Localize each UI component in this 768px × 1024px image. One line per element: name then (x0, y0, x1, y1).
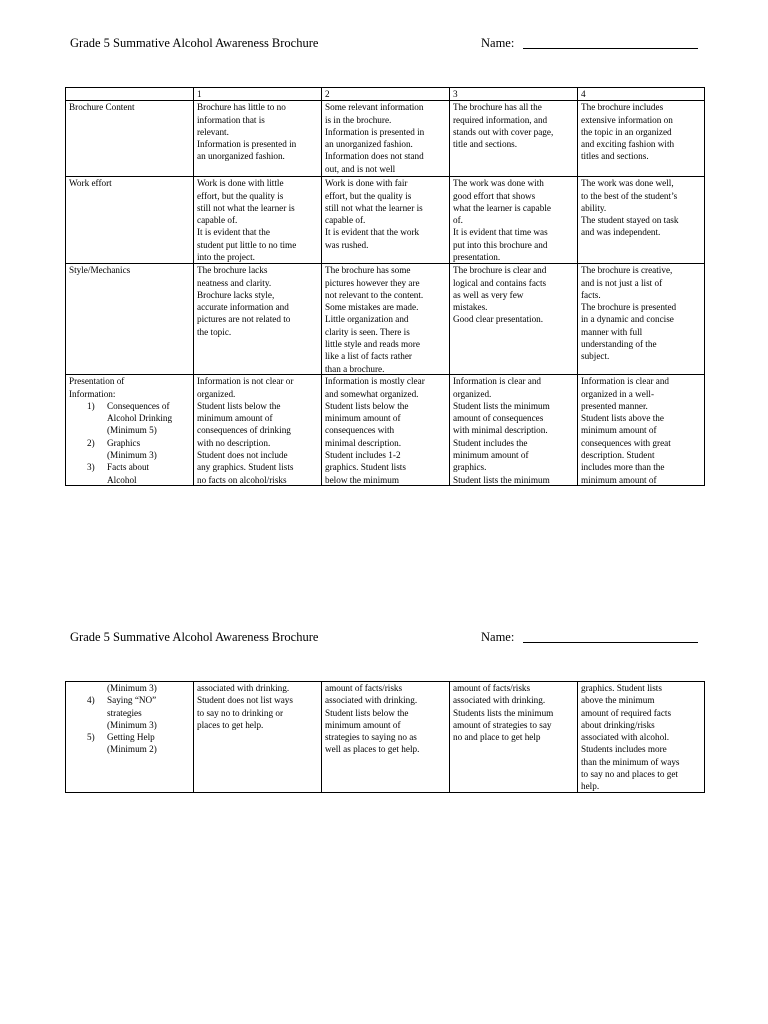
cell-text-line: put into this brochure and (453, 239, 548, 250)
document-title: Grade 5 Summative Alcohol Awareness Brochure (70, 630, 319, 644)
cell-text-line: associated with drinking. (197, 683, 290, 693)
list-item (69, 437, 190, 449)
cell-text-line: into the project. (197, 252, 255, 263)
header-cell-level-3: 3 (450, 88, 578, 101)
cell-text-line: out, and is not well (325, 163, 396, 174)
cell-text-line: to say no and places to get (581, 769, 678, 780)
rubric-row-presentation (66, 375, 705, 486)
cell-text-line: Good clear presentation. (453, 314, 544, 325)
cell-text-line: The work was done well, (581, 178, 674, 189)
list-item-text: Consequences of (107, 400, 170, 411)
cell-text-line: effort, but the quality is (197, 190, 284, 201)
criterion-label: Brochure Content (69, 102, 135, 113)
cell-text-line: minimum amount of (581, 474, 657, 485)
level-3-cell (450, 682, 578, 793)
list-item (69, 461, 190, 473)
cell-text-line: Brochure has little to no (197, 102, 286, 113)
cell-text-line: amount of strategies to say (453, 719, 552, 730)
cell-text-line: organized. (453, 388, 492, 399)
cell-text-line: and somewhat organized. (325, 388, 419, 399)
level-4-cell (578, 177, 705, 264)
rubric-table-continued (65, 681, 705, 793)
cell-text-line: of. (453, 215, 463, 226)
cell-text-line: pictures however they are (325, 277, 420, 288)
list-number: 2) (87, 437, 95, 448)
cell-text-line: Student lists the minimum (453, 474, 550, 485)
cell-text-line: includes more than the (581, 462, 665, 473)
list-number: 3) (87, 462, 95, 473)
cell-text-line: Students lists the minimum (453, 707, 554, 718)
cell-text-line: manner with full (581, 326, 643, 337)
level-1-cell (194, 177, 322, 264)
level-2-cell (322, 375, 450, 486)
cell-text-line: extensive information on (581, 114, 673, 125)
cell-text-line: subject. (581, 351, 610, 362)
cell-text-line: the topic in an organized (581, 126, 672, 137)
level-1-cell (194, 682, 322, 793)
numbered-list (69, 400, 190, 485)
cell-text-line: Student does not list ways (197, 695, 293, 706)
cell-text-line: required information, and (453, 114, 548, 125)
cell-text-line: student put little to no time (197, 239, 297, 250)
list-number: 4) (87, 695, 95, 706)
cell-text-line: little style and reads more (325, 339, 420, 350)
list-item-text: Graphics (107, 437, 141, 448)
cell-text-line: The brochure has all the (453, 102, 542, 113)
cell-text-line: The brochure has some (325, 265, 411, 276)
cell-text-line: clarity is seen. There is (325, 326, 410, 337)
level-3-cell (450, 101, 578, 177)
cell-text-line: like a list of facts rather (325, 351, 412, 362)
criterion-cell (66, 101, 194, 177)
cell-text-line: Students includes more (581, 744, 667, 755)
cell-text-line: about drinking/risks (581, 719, 655, 730)
name-label: Name: (481, 630, 515, 644)
level-3-cell (450, 264, 578, 375)
cell-text-line: Student includes 1-2 (325, 450, 401, 461)
cell-text-line: any graphics. Student lists (197, 462, 294, 473)
cell-text-line: no and place to get help (453, 732, 541, 743)
cell-text-line: capable of. (197, 215, 238, 226)
cell-text-line: amount of consequences (453, 413, 544, 424)
cell-text-line: and was independent. (581, 227, 661, 238)
cell-text-line: presentation. (453, 252, 501, 263)
cell-text-line: Student lists below the (325, 707, 409, 718)
cell-text-line: in a dynamic and concise (581, 314, 674, 325)
cell-text-line: The work was done with (453, 178, 544, 189)
cell-text-line: accurate information and (197, 302, 289, 313)
list-number: 5) (87, 732, 95, 743)
cell-text-line: associated with drinking. (325, 695, 418, 706)
cell-text-line: Student lists below the (325, 400, 409, 411)
list-item-text: Alcohol (107, 474, 137, 485)
cell-text-line: minimum amount of (325, 719, 401, 730)
cell-text-line: minimal description. (325, 437, 402, 448)
cell-text-line: with no description. (197, 437, 271, 448)
list-item-text: (Minimum 3) (107, 683, 157, 693)
cell-text-line: graphics. Student lists (581, 683, 662, 693)
cell-text-line: neatness and clarity. (197, 277, 272, 288)
header-cell-level-4: 4 (578, 88, 705, 101)
cell-text-line: titles and sections. (581, 151, 649, 162)
cell-text-line: ability. (581, 202, 607, 213)
level-4-cell (578, 375, 705, 486)
cell-text-line: an unorganized fashion. (197, 151, 285, 162)
name-blank-line (523, 642, 698, 643)
cell-text-line: minimum amount of (453, 450, 529, 461)
cell-text-line: It is evident that the (197, 227, 270, 238)
cell-text-line: places to get help. (197, 719, 264, 730)
cell-text-line: than a brochure. (325, 363, 385, 374)
cell-text-line: mistakes. (453, 302, 488, 313)
cell-text-line: Work is done with little (197, 178, 284, 189)
rubric-row-presentation-continued (66, 682, 705, 793)
cell-text-line: information that is (197, 114, 265, 125)
cell-text-line: It is evident that time was (453, 227, 548, 238)
page-header-continued (70, 628, 698, 646)
level-2-cell (322, 682, 450, 793)
cell-text-line: to the best of the student’s (581, 190, 678, 201)
cell-text-line: Information is presented in (325, 126, 425, 137)
list-item (69, 694, 190, 706)
numbered-list (69, 682, 190, 756)
cell-text-line: relevant. (197, 126, 229, 137)
cell-text-line: is in the brochure. (325, 114, 392, 125)
criterion-label: Information: (69, 388, 116, 399)
cell-text-line: Some relevant information (325, 102, 424, 113)
list-item-text: strategies (107, 707, 142, 718)
header-row (66, 88, 705, 101)
cell-text-line: and exciting fashion with (581, 139, 675, 150)
level-2-cell (322, 101, 450, 177)
cell-text-line: still not what the learner is (325, 202, 423, 213)
list-item (69, 731, 190, 743)
cell-text-line: title and sections. (453, 139, 518, 150)
criterion-cell (66, 375, 194, 486)
cell-text-line: organized in a well- (581, 388, 655, 399)
header-cell-level-1: 1 (194, 88, 322, 101)
cell-text-line: presented manner. (581, 400, 648, 411)
level-4-cell (578, 682, 705, 793)
name-blank-line (523, 48, 698, 49)
cell-text-line: no facts on alcohol/risks (197, 474, 287, 485)
cell-text-line: Brochure lacks style, (197, 289, 275, 300)
cell-text-line: Student lists the minimum (453, 400, 550, 411)
cell-text-line: Student lists below the (197, 400, 281, 411)
cell-text-line: minimum amount of (581, 425, 657, 436)
cell-text-line: strategies to saying no as (325, 732, 417, 743)
list-item-text: (Minimum 3) (107, 719, 157, 730)
cell-text-line: logical and contains facts (453, 277, 547, 288)
cell-text-line: with minimal description. (453, 425, 548, 436)
cell-text-line: pictures are not related to (197, 314, 291, 325)
cell-text-line: organized. (197, 388, 236, 399)
cell-text-line: not relevant to the content. (325, 289, 424, 300)
level-3-cell (450, 375, 578, 486)
cell-text-line: Information is mostly clear (325, 376, 425, 387)
rubric-row (66, 101, 705, 177)
cell-text-line: description. Student (581, 450, 655, 461)
cell-text-line: facts. (581, 289, 601, 300)
list-item-text: Facts about (107, 462, 150, 473)
cell-text-line: graphics. Student lists (325, 462, 406, 473)
cell-text-line: The brochure is creative, (581, 265, 673, 276)
cell-text-line: minimum amount of (197, 413, 273, 424)
cell-text-line: as well as very few (453, 289, 524, 300)
cell-text-line: graphics. (453, 462, 487, 473)
list-item-text: (Minimum 3) (107, 450, 157, 461)
rubric-row (66, 264, 705, 375)
cell-text-line: amount of facts/risks (325, 683, 403, 693)
cell-text-line: consequences with great (581, 437, 671, 448)
list-item-text: (Minimum 5) (107, 425, 157, 436)
cell-text-line: Little organization and (325, 314, 409, 325)
level-2-cell (322, 177, 450, 264)
cell-text-line: Work is done with fair (325, 178, 408, 189)
criterion-cell (66, 264, 194, 375)
cell-text-line: The brochure lacks (197, 265, 268, 276)
cell-text-line: stands out with cover page, (453, 126, 554, 137)
cell-text-line: Information does not stand (325, 151, 424, 162)
rubric-row (66, 177, 705, 264)
name-label: Name: (481, 36, 515, 50)
criterion-label: Presentation of (69, 376, 125, 387)
level-3-cell (450, 177, 578, 264)
cell-text-line: Information is clear and (453, 376, 542, 387)
cell-text-line: minimum amount of (325, 413, 401, 424)
page-header (70, 34, 698, 52)
list-item-text: (Minimum 2) (107, 744, 157, 755)
cell-text-line: what the learner is capable (453, 202, 551, 213)
list-item (69, 400, 190, 412)
cell-text-line: was rushed. (325, 239, 369, 250)
cell-text-line: The student stayed on task (581, 215, 679, 226)
cell-text-line: above the minimum (581, 695, 655, 706)
level-1-cell (194, 375, 322, 486)
cell-text-line: Student lists above the (581, 413, 664, 424)
cell-text-line: the topic. (197, 326, 232, 337)
cell-text-line: than the minimum of ways (581, 756, 680, 767)
cell-text-line: Information is presented in (197, 139, 297, 150)
cell-text-line: Information is not clear or (197, 376, 294, 387)
header-cell-blank (66, 88, 194, 101)
cell-text-line: understanding of the (581, 339, 657, 350)
cell-text-line: consequences of drinking (197, 425, 291, 436)
cell-text-line: The brochure is clear and (453, 265, 547, 276)
criterion-cell (66, 682, 194, 793)
list-number: 1) (87, 400, 95, 411)
cell-text-line: capable of. (325, 215, 366, 226)
criterion-label: Style/Mechanics (69, 265, 131, 276)
cell-text-line: Information is clear and (581, 376, 670, 387)
level-4-cell (578, 264, 705, 375)
cell-text-line: below the minimum (325, 474, 400, 485)
document-title: Grade 5 Summative Alcohol Awareness Brochure (70, 36, 319, 50)
cell-text-line: and is not just a list of (581, 277, 663, 288)
level-1-cell (194, 101, 322, 177)
header-cell-level-2: 2 (322, 88, 450, 101)
cell-text-line: consequences with (325, 425, 395, 436)
cell-text-line: The brochure includes (581, 102, 664, 113)
cell-text-line: effort, but the quality is (325, 190, 412, 201)
level-1-cell (194, 264, 322, 375)
cell-text-line: Some mistakes are made. (325, 302, 419, 313)
cell-text-line: associated with drinking. (453, 695, 546, 706)
cell-text-line: Student includes the (453, 437, 528, 448)
criterion-cell (66, 177, 194, 264)
cell-text-line: Student does not include (197, 450, 288, 461)
cell-text-line: help. (581, 781, 600, 792)
criterion-label: Work effort (69, 178, 112, 189)
cell-text-line: It is evident that the work (325, 227, 420, 238)
list-item-text: Saying “NO” (107, 695, 157, 706)
cell-text-line: an unorganized fashion. (325, 139, 413, 150)
cell-text-line: The brochure is presented (581, 302, 677, 313)
cell-text-line: amount of facts/risks (453, 683, 531, 693)
cell-text-line: amount of required facts (581, 707, 672, 718)
cell-text-line: still not what the learner is (197, 202, 295, 213)
level-2-cell (322, 264, 450, 375)
rubric-table (65, 87, 705, 486)
cell-text-line: good effort that shows (453, 190, 536, 201)
list-item (69, 682, 190, 694)
cell-text-line: to say no to drinking or (197, 707, 283, 718)
cell-text-line: associated with alcohol. (581, 732, 670, 743)
level-4-cell (578, 101, 705, 177)
cell-text-line: well as places to get help. (325, 744, 420, 755)
list-item-text: Getting Help (107, 732, 155, 743)
list-item-text: Alcohol Drinking (107, 413, 173, 424)
